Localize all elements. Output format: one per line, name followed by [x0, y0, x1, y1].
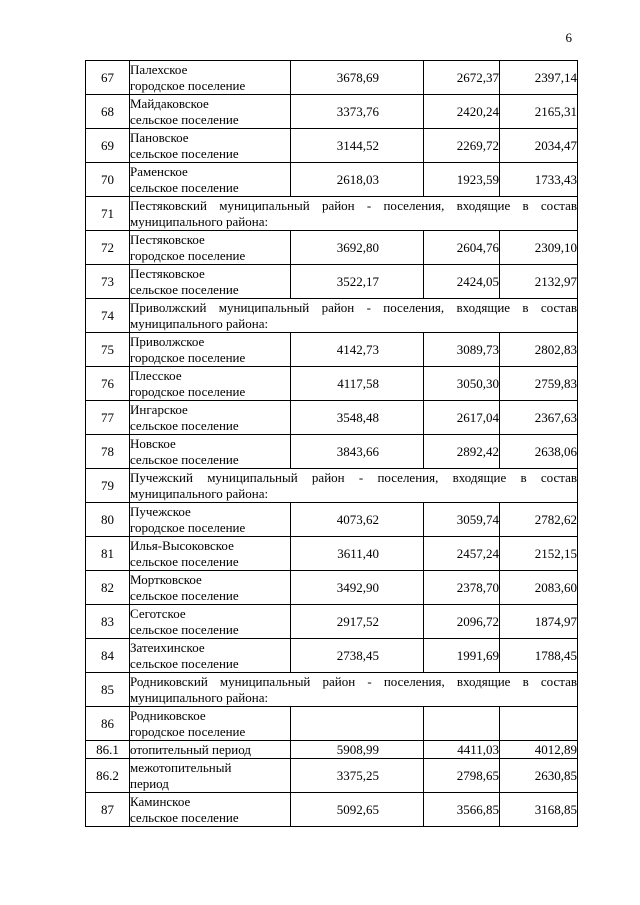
table-row — [86, 367, 578, 401]
value-v3: 2034,47 — [500, 129, 578, 163]
table-row — [86, 333, 578, 367]
row-number: 75 — [86, 333, 130, 367]
region-row — [86, 673, 578, 707]
settlement-name-line1: Палехское — [130, 61, 188, 77]
value-v2 — [424, 707, 500, 741]
row-number: 68 — [86, 95, 130, 129]
region-row — [86, 299, 578, 333]
settlement-name-line1: Пестяковское — [130, 231, 205, 247]
value-v3: 2367,63 — [500, 401, 578, 435]
settlement-name-line2: городское поселение — [130, 723, 246, 739]
row-number: 86 — [86, 707, 130, 741]
settlement-name — [130, 333, 291, 367]
settlement-name-line2: сельское поселение — [130, 145, 239, 161]
table-row — [86, 605, 578, 639]
region-row — [86, 197, 578, 231]
value-v1: 3144,52 — [291, 129, 424, 163]
value-v3: 2309,10 — [500, 231, 578, 265]
row-number: 71 — [86, 197, 130, 231]
value-v2: 4411,03 — [424, 741, 500, 759]
value-v1: 2618,03 — [291, 163, 424, 197]
tariff-table — [85, 60, 578, 827]
settlement-name — [130, 571, 291, 605]
value-v2: 3050,30 — [424, 367, 500, 401]
region-heading: Родниковский муниципальный район - поселения, входящие в состав муниципального района: — [130, 673, 577, 705]
value-v3: 1874,97 — [500, 605, 578, 639]
settlement-name-line2: сельское поселение — [130, 179, 239, 195]
row-number: 87 — [86, 793, 130, 827]
row-number: 78 — [86, 435, 130, 469]
table-row — [86, 707, 578, 741]
row-number: 69 — [86, 129, 130, 163]
value-v2: 2617,04 — [424, 401, 500, 435]
settlement-name — [130, 537, 291, 571]
settlement-name-line1: Каминское — [130, 793, 191, 809]
value-v3: 1788,45 — [500, 639, 578, 673]
value-v1: 2917,52 — [291, 605, 424, 639]
settlement-name-line1: межотопительный — [130, 759, 232, 775]
table-row — [86, 639, 578, 673]
settlement-name — [130, 231, 291, 265]
settlement-name-line1: Родниковское — [130, 707, 206, 723]
value-v2: 2420,24 — [424, 95, 500, 129]
value-v2: 2096,72 — [424, 605, 500, 639]
value-v1: 3373,76 — [291, 95, 424, 129]
value-v3: 2802,83 — [500, 333, 578, 367]
value-v2: 2378,70 — [424, 571, 500, 605]
row-number: 85 — [86, 673, 130, 707]
region-heading: Пучежский муниципальный район - поселения, входящие в состав муниципального района: — [130, 469, 577, 501]
value-v1: 2738,45 — [291, 639, 424, 673]
value-v2: 3059,74 — [424, 503, 500, 537]
value-v3: 4012,89 — [500, 741, 578, 759]
row-number: 83 — [86, 605, 130, 639]
value-v1: 3548,48 — [291, 401, 424, 435]
value-v1: 3692,80 — [291, 231, 424, 265]
value-v1: 3492,90 — [291, 571, 424, 605]
value-v2: 2672,37 — [424, 61, 500, 95]
settlement-name — [130, 163, 291, 197]
row-number: 81 — [86, 537, 130, 571]
settlement-name-line2: городское поселение — [130, 77, 246, 93]
row-number: 86.1 — [86, 741, 130, 759]
value-v2: 2604,76 — [424, 231, 500, 265]
value-v2: 3089,73 — [424, 333, 500, 367]
settlement-name-line2: сельское поселение — [130, 281, 239, 297]
settlement-name-line1: Ингарское — [130, 401, 188, 417]
value-v1 — [291, 707, 424, 741]
row-number: 79 — [86, 469, 130, 503]
settlement-name-line2: городское поселение — [130, 383, 246, 399]
value-v3: 3168,85 — [500, 793, 578, 827]
region-row — [86, 469, 578, 503]
table-row — [86, 129, 578, 163]
settlement-name-line2: сельское поселение — [130, 553, 239, 569]
value-v1: 3678,69 — [291, 61, 424, 95]
value-v1: 3843,66 — [291, 435, 424, 469]
settlement-name-line1: Пестяковское — [130, 265, 205, 281]
value-v2: 2424,05 — [424, 265, 500, 299]
settlement-name — [130, 793, 291, 827]
table-row — [86, 163, 578, 197]
region-heading: Приволжский муниципальный район - поселения, входящие в состав муниципального района: — [130, 299, 577, 331]
row-number: 82 — [86, 571, 130, 605]
table-row — [86, 537, 578, 571]
value-v1: 3611,40 — [291, 537, 424, 571]
settlement-name-line2: сельское поселение — [130, 655, 239, 671]
row-number: 74 — [86, 299, 130, 333]
settlement-name-line1: Затеихинское — [130, 639, 205, 655]
table-row — [86, 231, 578, 265]
value-v2: 2269,72 — [424, 129, 500, 163]
settlement-name — [130, 435, 291, 469]
table-row — [86, 95, 578, 129]
settlement-name-line2: период — [130, 775, 169, 791]
settlement-name — [130, 401, 291, 435]
settlement-name-line1: Пучежское — [130, 503, 191, 519]
row-number: 70 — [86, 163, 130, 197]
page-number: 6 — [565, 30, 572, 45]
settlement-name — [130, 367, 291, 401]
value-v2: 1991,69 — [424, 639, 500, 673]
value-v1: 4142,73 — [291, 333, 424, 367]
row-number: 73 — [86, 265, 130, 299]
value-v1: 5092,65 — [291, 793, 424, 827]
value-v1: 5908,99 — [291, 741, 424, 759]
row-number: 77 — [86, 401, 130, 435]
table-row — [86, 793, 578, 827]
settlement-name — [130, 95, 291, 129]
settlement-name-line2: сельское поселение — [130, 587, 239, 603]
table-row — [86, 759, 578, 793]
settlement-name-line1: Плесское — [130, 367, 182, 383]
settlement-name-line2: сельское поселение — [130, 417, 239, 433]
table-row — [86, 503, 578, 537]
value-v3: 2132,97 — [500, 265, 578, 299]
table-row — [86, 61, 578, 95]
row-number: 84 — [86, 639, 130, 673]
table-row — [86, 265, 578, 299]
settlement-name — [130, 707, 291, 741]
settlement-name-line2: сельское поселение — [130, 809, 239, 825]
settlement-name-line2: сельское поселение — [130, 111, 239, 127]
value-v3: 2638,06 — [500, 435, 578, 469]
settlement-name — [130, 129, 291, 163]
settlement-name — [130, 639, 291, 673]
settlement-name-line2: сельское поселение — [130, 621, 239, 637]
value-v2: 1923,59 — [424, 163, 500, 197]
value-v1: 4073,62 — [291, 503, 424, 537]
settlement-name-line1: Сеготское — [130, 605, 186, 621]
value-v3: 2630,85 — [500, 759, 578, 793]
settlement-name-line2: городское поселение — [130, 247, 246, 263]
value-v3: 2165,31 — [500, 95, 578, 129]
settlement-name — [130, 61, 291, 95]
value-v1: 3375,25 — [291, 759, 424, 793]
row-number: 86.2 — [86, 759, 130, 793]
value-v1: 3522,17 — [291, 265, 424, 299]
value-v3: 2782,62 — [500, 503, 578, 537]
settlement-name-line1: Новское — [130, 435, 176, 451]
settlement-name — [130, 759, 291, 793]
settlement-name — [130, 605, 291, 639]
settlement-name — [130, 503, 291, 537]
value-v2: 2798,65 — [424, 759, 500, 793]
value-v2: 2457,24 — [424, 537, 500, 571]
value-v3: 2397,14 — [500, 61, 578, 95]
settlement-name — [130, 265, 291, 299]
table-row — [86, 401, 578, 435]
settlement-name-line1: Мортковское — [130, 571, 202, 587]
settlement-name-line1: Пановское — [130, 129, 189, 145]
value-v3: 2083,60 — [500, 571, 578, 605]
value-v3: 2759,83 — [500, 367, 578, 401]
table-row — [86, 571, 578, 605]
settlement-name — [130, 741, 291, 759]
table-row — [86, 435, 578, 469]
row-number: 80 — [86, 503, 130, 537]
value-v3 — [500, 707, 578, 741]
settlement-name-line2: городское поселение — [130, 519, 246, 535]
row-number: 67 — [86, 61, 130, 95]
settlement-name-line1: Приволжское — [130, 333, 205, 349]
row-number: 72 — [86, 231, 130, 265]
value-v1: 4117,58 — [291, 367, 424, 401]
table-row — [86, 741, 578, 759]
row-number: 76 — [86, 367, 130, 401]
settlement-name-line1: отопительный период — [130, 741, 251, 757]
settlement-name-line2: городское поселение — [130, 349, 246, 365]
region-heading: Пестяковский муниципальный район - поселения, входящие в состав муниципального района: — [130, 197, 577, 229]
settlement-name-line2: сельское поселение — [130, 451, 239, 467]
value-v2: 2892,42 — [424, 435, 500, 469]
table-body — [86, 61, 578, 827]
value-v3: 2152,15 — [500, 537, 578, 571]
settlement-name-line1: Илья-Высоковское — [130, 537, 234, 553]
value-v2: 3566,85 — [424, 793, 500, 827]
settlement-name-line1: Майдаковское — [130, 95, 209, 111]
value-v3: 1733,43 — [500, 163, 578, 197]
settlement-name-line1: Раменское — [130, 163, 188, 179]
